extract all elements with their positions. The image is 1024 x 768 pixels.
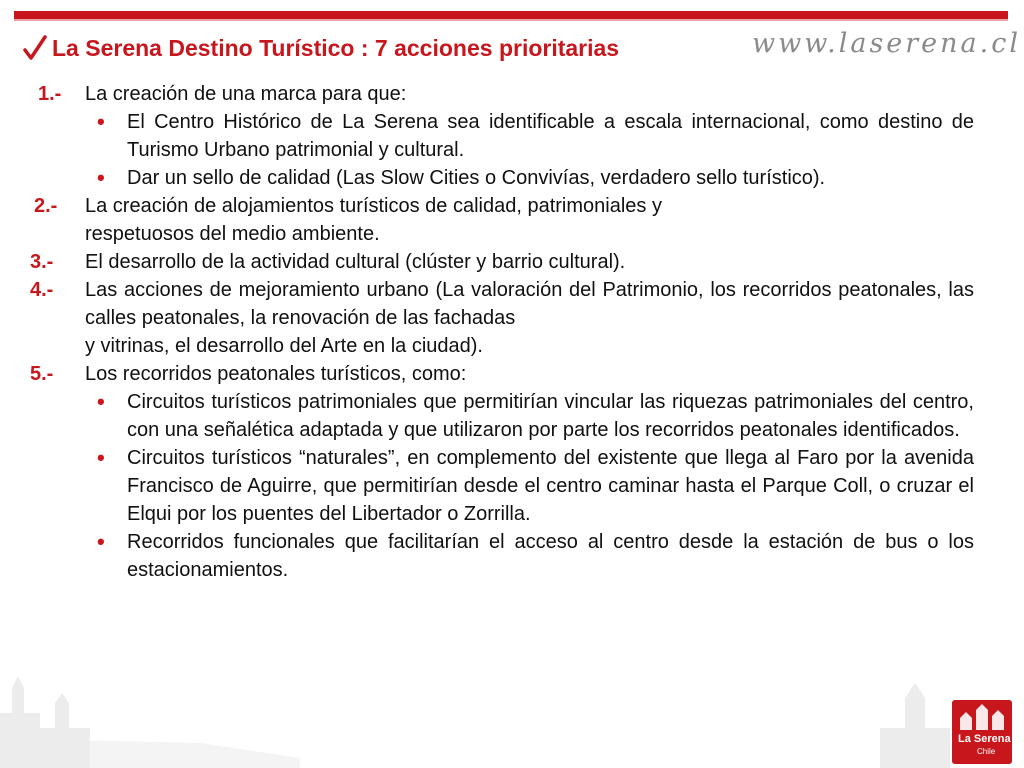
bullet-icon: •: [97, 165, 105, 190]
bullet-item: [0, 164, 1024, 192]
item-text: Las acciones de mejoramiento urbano (La valoración del Patrimonio, los recorridos peatonales, las calles peatonales, la renovación de las fachadas: [85, 279, 974, 329]
logo-name: La Serena: [958, 733, 1011, 745]
item-text: La creación de una marca para que:: [85, 83, 407, 105]
bullet-icon: •: [97, 529, 105, 554]
title-row: [22, 28, 619, 68]
list-item: [0, 192, 1024, 248]
checkmark-icon: [22, 33, 48, 63]
bullet-icon: •: [97, 389, 105, 414]
website-watermark: www.laserena.cl: [752, 28, 1021, 59]
list-item: [0, 276, 1024, 360]
item-text-continued: y vitrinas, el desarrollo del Arte en la ciudad).: [85, 335, 483, 357]
item-number: 1.-: [38, 83, 62, 105]
bullet-item: [0, 444, 1024, 528]
bullet-icon: •: [97, 109, 105, 134]
item-number: 5.-: [30, 363, 54, 385]
bullet-text: El Centro Histórico de La Serena sea identificable a escala internacional, como destino de Turismo Urbano patrimonial y cultural.: [127, 111, 974, 161]
logo-subtitle: Chile: [977, 747, 996, 756]
item-text: Los recorridos peatonales turísticos, como:: [85, 363, 467, 385]
item-text: La creación de alojamientos turísticos de calidad, patrimoniales y: [85, 195, 662, 217]
bullet-text: Circuitos turísticos “naturales”, en complemento del existente que llega al Faro por la avenida Francisco de Aguirre, que permitirían desde el centro caminar hasta el Parque Coll, o cruzar el Elqui por los puentes del Libertador o Zorrilla.: [127, 447, 974, 525]
bullet-text: Recorridos funcionales que facilitarían el acceso al centro desde la estación de bus o los estacionamientos.: [127, 531, 974, 581]
bullet-item: [0, 388, 1024, 444]
bullet-item: [0, 528, 1024, 584]
list-item: [0, 80, 1024, 108]
item-text-continued: respetuosos del medio ambiente.: [85, 223, 380, 245]
page-title: La Serena Destino Turístico : 7 acciones prioritarias: [52, 34, 620, 61]
bullet-icon: •: [97, 445, 105, 470]
top-bar-shadow: [14, 19, 1008, 21]
bullet-item: [0, 108, 1024, 164]
bullet-text: Circuitos turísticos patrimoniales que permitirían vincular las riquezas patrimoniales del centro, con una señalética adaptada y que utilizaron por parte los recorridos peatonales identificados.: [127, 391, 974, 441]
item-text: El desarrollo de la actividad cultural (clúster y barrio cultural).: [85, 251, 626, 273]
list-item: [0, 360, 1024, 388]
item-number: 4.-: [30, 279, 54, 301]
top-red-bar: [14, 11, 1008, 19]
list-item: [0, 248, 1024, 276]
item-number: 2.-: [34, 195, 58, 217]
item-number: 3.-: [30, 251, 54, 273]
slide-content: [0, 80, 1024, 584]
city-skyline-watermark: [0, 618, 1024, 768]
bullet-text: Dar un sello de calidad (Las Slow Cities o Convivías, verdadero sello turístico).: [127, 167, 826, 189]
